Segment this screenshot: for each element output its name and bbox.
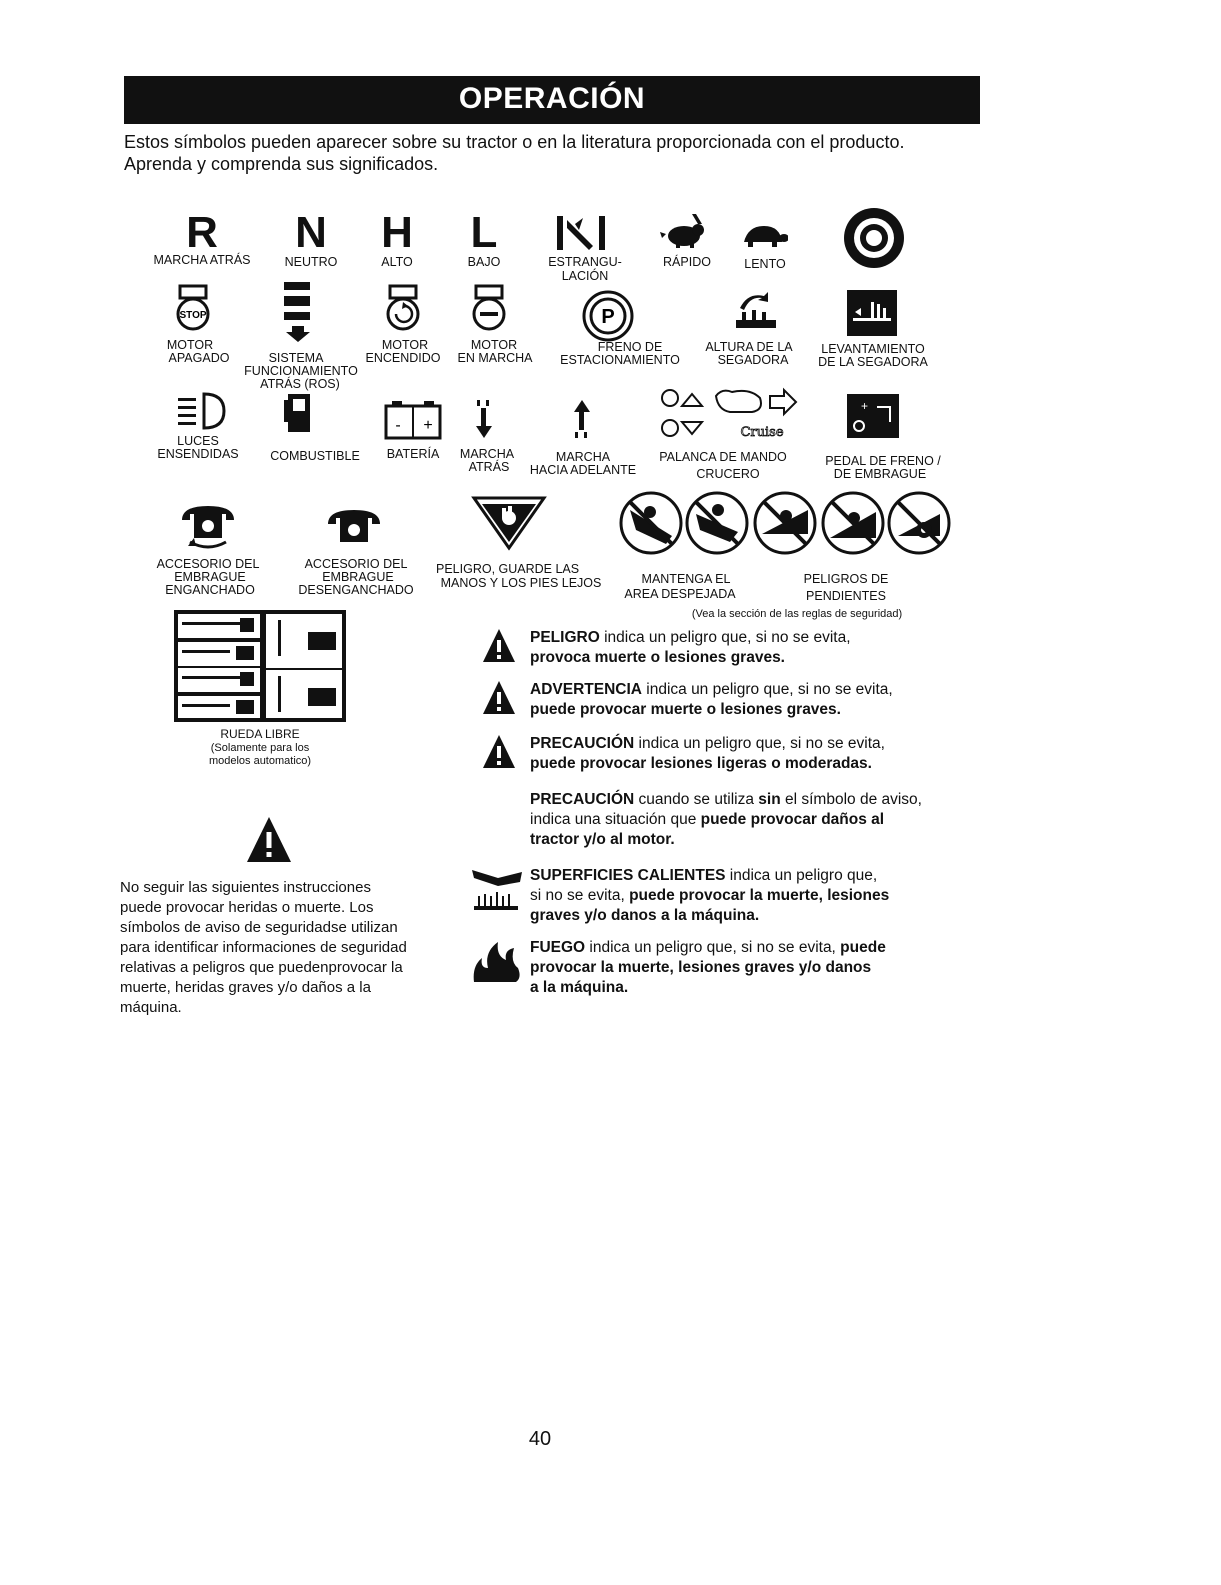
caution-word: PRECAUCIÓN bbox=[530, 735, 635, 752]
danger-warning-icon bbox=[482, 628, 516, 664]
keep-clear-label-1: MANTENGA EL bbox=[641, 572, 731, 586]
ros-label-2: FUNCIONAMIENTO bbox=[244, 364, 358, 378]
intro-text bbox=[124, 131, 1004, 175]
lights-label-1: LUCES bbox=[177, 434, 219, 448]
low-label: BAJO bbox=[467, 255, 501, 269]
fire-word: FUEGO bbox=[530, 939, 586, 956]
safety-line-4: para identificar informaciones de seguridad bbox=[120, 939, 407, 956]
freewheel-label-1: RUEDA LIBRE bbox=[220, 727, 300, 741]
slopes-label-2: PENDIENTES bbox=[806, 589, 886, 603]
forward-drive-label-2: HACIA ADELANTE bbox=[529, 463, 637, 477]
danger-text-2: provoca muerte o lesiones graves. bbox=[530, 649, 785, 666]
caution2-word: PRECAUCIÓN bbox=[530, 791, 635, 808]
caution2-sin: sin bbox=[758, 791, 781, 808]
engine-off-label-2: APAGADO bbox=[168, 351, 230, 365]
mower-height-icon bbox=[732, 290, 780, 330]
safety-line-6: muerte, heridas graves y/o daños a la bbox=[120, 979, 371, 996]
svg-text:+: + bbox=[861, 399, 869, 413]
caution2-text-2b: puede provocar daños al bbox=[700, 811, 885, 828]
hot-word: SUPERFICIES CALIENTES bbox=[530, 867, 726, 884]
warning-word: ADVERTENCIA bbox=[530, 681, 642, 698]
hot-text-2a: si no se evita, bbox=[530, 887, 630, 904]
pto-on-label-2: EMBRAGUE bbox=[174, 570, 246, 584]
freewheel-icon bbox=[174, 610, 346, 722]
safety-line-7: máquina. bbox=[120, 999, 182, 1016]
hands-feet-label-2: MANOS Y LOS PIES LEJOS bbox=[440, 576, 602, 590]
choke-label-2: LACIÓN bbox=[561, 269, 609, 283]
mower-lift-icon bbox=[847, 290, 897, 336]
mower-lift-label-1: LEVANTAMIENTO bbox=[821, 342, 925, 356]
pto-off-label-1: ACCESORIO DEL bbox=[304, 557, 408, 571]
reverse-drive-label-1: MARCHA bbox=[459, 447, 515, 461]
engine-off-label-1: MOTOR bbox=[166, 338, 214, 352]
choke-label-1: ESTRANGU- bbox=[548, 255, 622, 269]
safety-alert-icon bbox=[246, 816, 292, 864]
battery-minus-text: - bbox=[395, 417, 401, 434]
freewheel-panel bbox=[174, 610, 346, 722]
intro-line-1: Estos símbolos pueden aparecer sobre su tractor o en la literatura proporcionada con el producto. bbox=[124, 132, 905, 152]
reverse-symbol: R bbox=[186, 208, 218, 257]
intro-line-2: Aprenda y comprenda sus significados. bbox=[124, 154, 439, 174]
mower-lift-label-2: DE LA SEGADORA bbox=[818, 355, 928, 369]
pto-on-label-3: ENGANCHADO bbox=[165, 583, 255, 597]
cruise-icon bbox=[660, 386, 800, 442]
hot-text-3: graves y/o danos a la máquina. bbox=[530, 907, 760, 924]
safety-rules-note: (Vea la sección de las reglas de seguridad) bbox=[691, 608, 903, 620]
engine-start-label-2: ENCENDIDO bbox=[365, 351, 441, 365]
fast-label: RÁPIDO bbox=[663, 255, 711, 269]
freewheel-label-3: modelos automatico) bbox=[208, 755, 312, 767]
hands-feet-label-1: PELIGRO, GUARDE LAS bbox=[436, 562, 580, 576]
ros-label-1: SISTEMA bbox=[268, 351, 324, 365]
engine-run-label-2: EN MARCHA bbox=[457, 351, 533, 365]
fire-text-2: provocar la muerte, lesiones graves y/o danos bbox=[530, 959, 872, 976]
cruise-icon-text: Cruise bbox=[740, 425, 784, 440]
high-label: ALTO bbox=[381, 255, 413, 269]
pto-on-label-1: ACCESORIO DEL bbox=[156, 557, 260, 571]
battery-icon bbox=[384, 400, 442, 440]
caution-text-2: puede provocar lesiones ligeras o moderadas. bbox=[530, 755, 872, 772]
neutral-symbol: N bbox=[295, 208, 327, 257]
cruise-label-2: CRUCERO bbox=[696, 467, 760, 481]
neutral-label: NEUTRO bbox=[284, 255, 338, 269]
hot-surface-icon bbox=[468, 866, 524, 916]
ros-icon bbox=[278, 280, 318, 344]
rabbit-icon bbox=[658, 214, 708, 248]
hot-text-1: indica un peligro que, bbox=[725, 867, 878, 884]
safety-line-1: No seguir las siguientes instrucciones bbox=[120, 879, 371, 896]
ros-label-3: ATRÁS (ROS) bbox=[260, 377, 340, 391]
safety-line-3: símbolos de aviso de seguridadse utilizan bbox=[120, 919, 398, 936]
fire-text-1b: puede bbox=[840, 939, 886, 956]
choke-icon bbox=[553, 214, 609, 252]
caution-triangle-icon bbox=[482, 734, 516, 770]
mower-height-label-2: SEGADORA bbox=[717, 353, 789, 367]
caution-text-1: indica un peligro que, si no se evita, bbox=[634, 735, 885, 752]
forward-drive-label-1: MARCHA bbox=[555, 450, 611, 464]
lights-label-2: ENSENDIDAS bbox=[157, 447, 239, 461]
throttle-dial-icon bbox=[842, 206, 906, 270]
page-title: OPERACIÓN bbox=[458, 82, 646, 115]
pto-disengaged-icon bbox=[326, 506, 382, 546]
reverse-label: MARCHA ATRÁS bbox=[153, 253, 251, 267]
fuel-icon bbox=[282, 392, 318, 434]
engine-off-icon-text: STOP bbox=[179, 310, 207, 321]
parking-brake-icon-text: P bbox=[601, 306, 615, 328]
park-brake-label-2: ESTACIONAMIENTO bbox=[560, 353, 680, 367]
engine-run-label-1: MOTOR bbox=[470, 338, 518, 352]
engine-off-icon bbox=[170, 284, 216, 332]
warning-text-1: indica un peligro que, si no se evita, bbox=[641, 681, 893, 698]
header-banner bbox=[124, 76, 980, 124]
page-number: 40 bbox=[528, 1428, 552, 1450]
reverse-drive-icon bbox=[474, 398, 494, 440]
pto-engaged-icon bbox=[180, 502, 236, 552]
hands-feet-icon bbox=[470, 494, 548, 552]
danger-word: PELIGRO bbox=[530, 629, 600, 646]
hot-text-2b: puede provocar la muerte, lesiones bbox=[629, 887, 890, 904]
reverse-drive-label-2: ATRÁS bbox=[468, 460, 510, 474]
turtle-icon bbox=[738, 224, 788, 248]
engine-start-label-1: MOTOR bbox=[381, 338, 429, 352]
park-brake-label-1: FRENO DE bbox=[597, 340, 663, 354]
lights-icon bbox=[176, 388, 228, 434]
parking-brake-icon bbox=[582, 290, 634, 342]
low-symbol: L bbox=[470, 208, 498, 257]
cruise-label-1: PALANCA DE MANDO bbox=[659, 450, 787, 464]
engine-start-icon bbox=[380, 284, 426, 332]
engine-run-icon bbox=[466, 284, 512, 332]
mower-height-label-1: ALTURA DE LA bbox=[705, 340, 793, 354]
freewheel-label-2: (Solamente para los bbox=[210, 742, 310, 754]
fire-text-1a: indica un peligro que, si no se evita, bbox=[585, 939, 841, 956]
high-symbol: H bbox=[381, 208, 413, 257]
slow-label: LENTO bbox=[744, 257, 786, 271]
pto-off-label-2: EMBRAGUE bbox=[322, 570, 394, 584]
safety-line-5: relativas a peligros que puedenprovocar la bbox=[120, 959, 403, 976]
battery-label: BATERÍA bbox=[386, 447, 440, 461]
caution2-text-3: tractor y/o al motor. bbox=[530, 831, 675, 848]
caution2-text-1a: cuando se utiliza bbox=[634, 791, 759, 808]
keep-clear-label-2: AREA DESPEJADA bbox=[624, 587, 736, 601]
fire-icon bbox=[468, 938, 524, 984]
slopes-label-1: PELIGROS DE bbox=[803, 572, 889, 586]
fire-text-3: a la máquina. bbox=[530, 979, 629, 996]
safety-paragraph bbox=[120, 878, 460, 1018]
brake-clutch-label-2: DE EMBRAGUE bbox=[833, 467, 927, 481]
safety-line-2: puede provocar heridas o muerte. Los bbox=[120, 899, 374, 916]
danger-text-1: indica un peligro que, si no se evita, bbox=[599, 629, 851, 646]
brake-clutch-icon bbox=[847, 394, 899, 438]
warning-text-2: puede provocar muerte o lesiones graves. bbox=[530, 701, 841, 718]
brake-clutch-label-1: PEDAL DE FRENO / bbox=[825, 454, 941, 468]
keep-clear-icon bbox=[618, 490, 952, 556]
pto-off-label-3: DESENGANCHADO bbox=[298, 583, 414, 597]
fuel-label: COMBUSTIBLE bbox=[270, 449, 360, 463]
caution2-text-2a: indica una situación que bbox=[530, 811, 701, 828]
battery-plus-text: + bbox=[423, 417, 433, 434]
warning-triangle-icon bbox=[482, 680, 516, 716]
caution2-text-1b: el símbolo de aviso, bbox=[780, 791, 922, 808]
forward-drive-icon bbox=[572, 398, 592, 440]
